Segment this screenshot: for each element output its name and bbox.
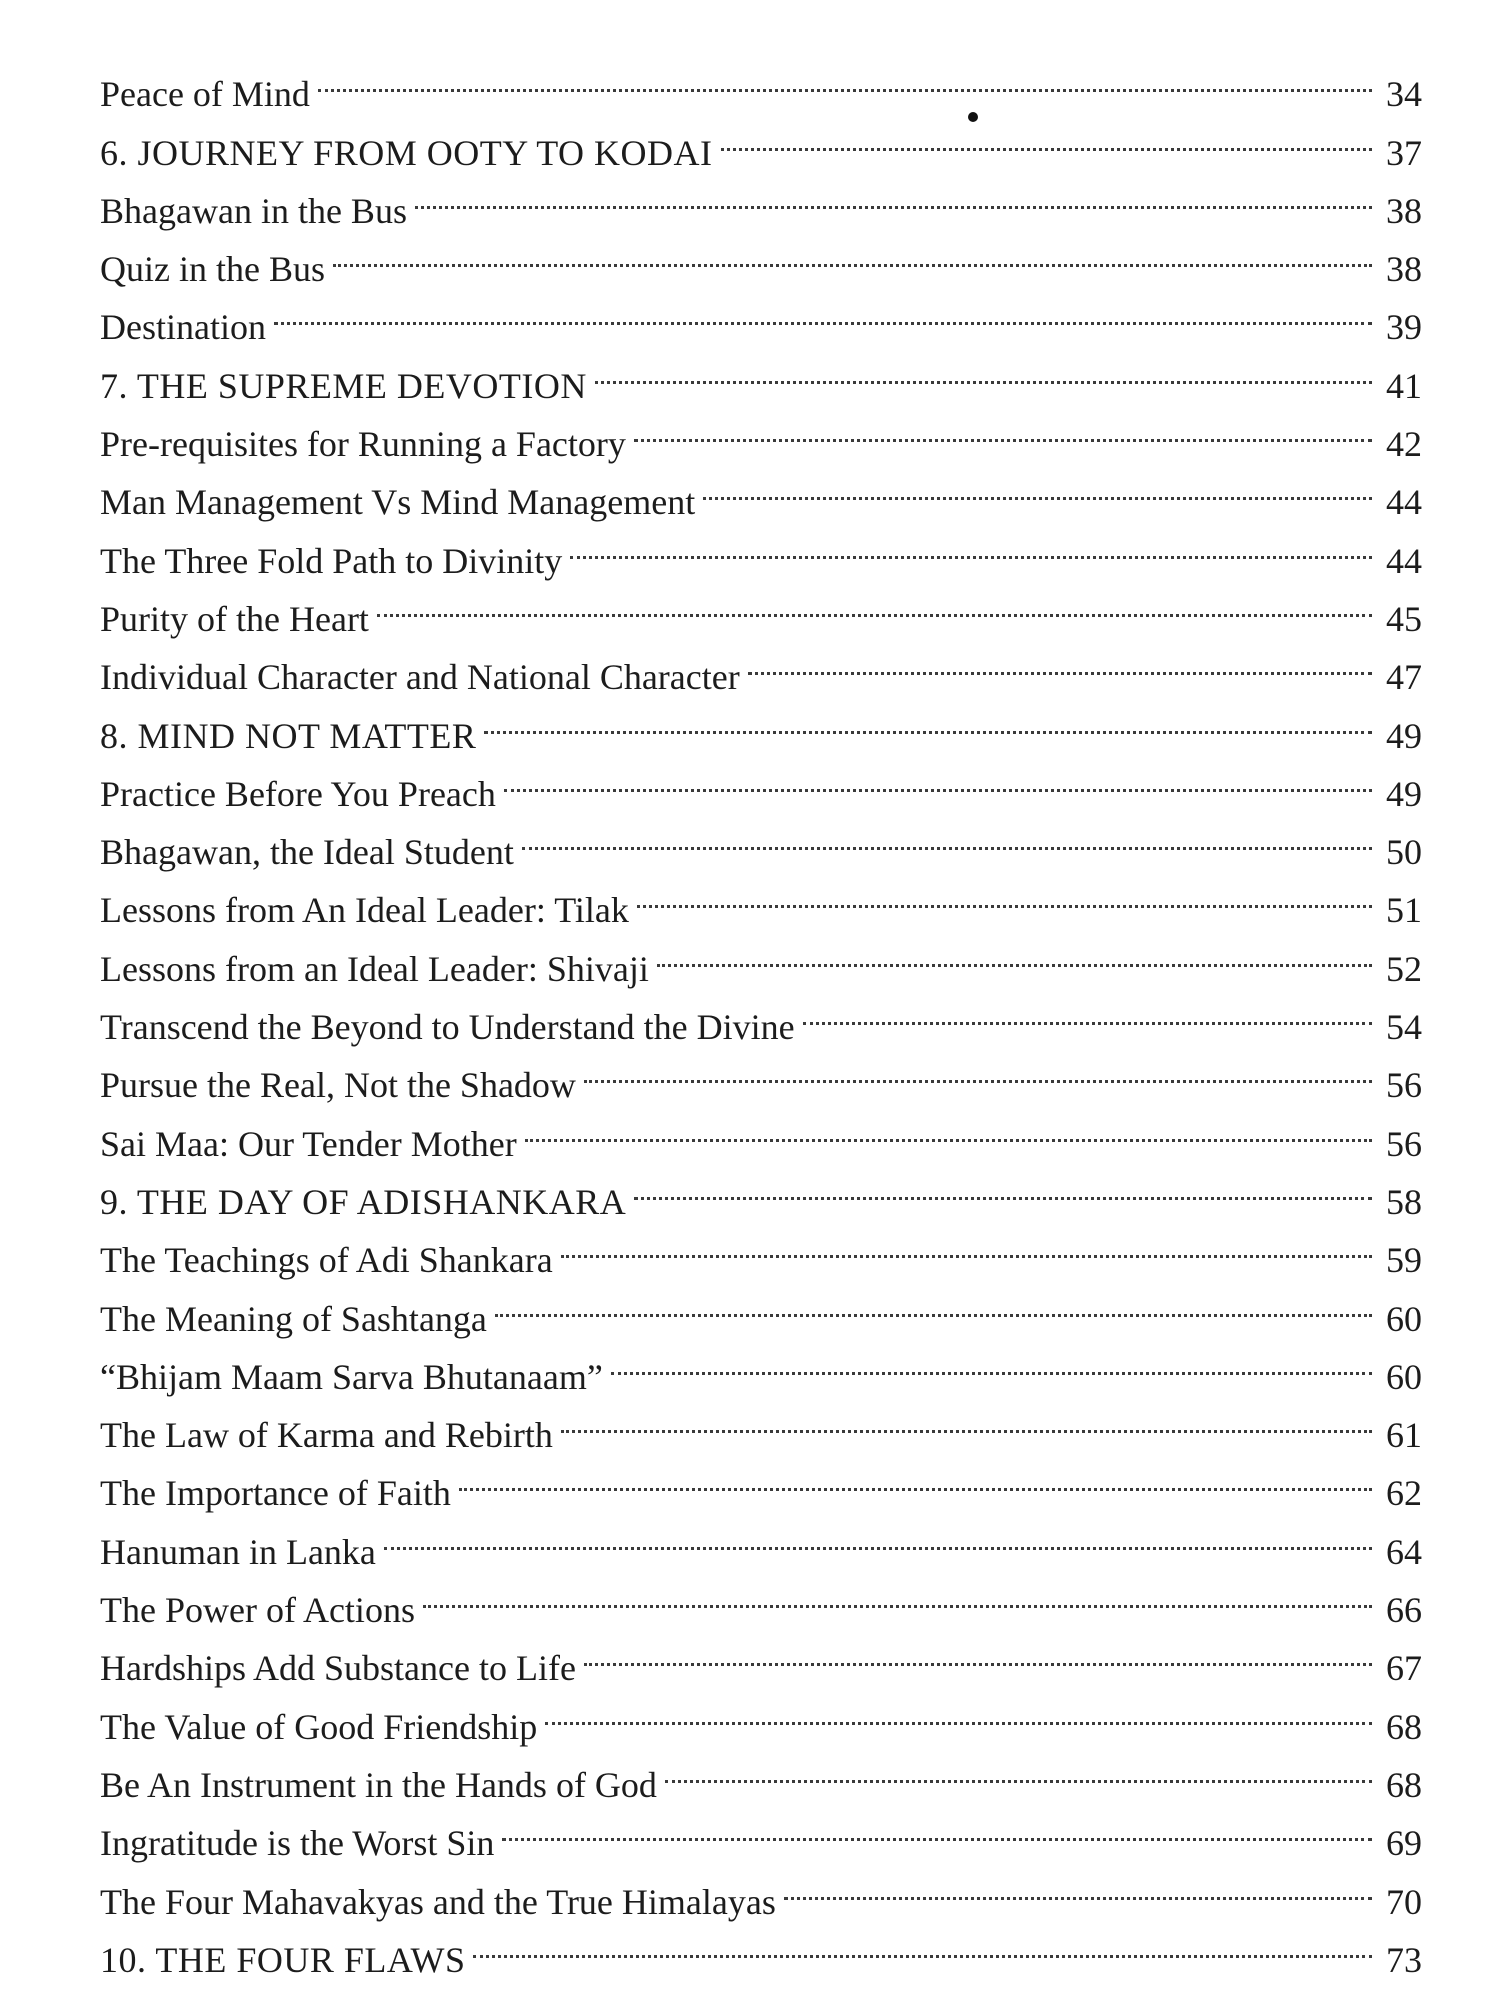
toc-entry-title: Sai Maa: Our Tender Mother xyxy=(100,1123,517,1164)
dot-leader xyxy=(545,1680,1372,1738)
toc-entry-page: 44 xyxy=(1386,540,1422,581)
toc-entry-title: Bhagawan, the Ideal Student xyxy=(100,832,514,873)
toc-entry-page: 49 xyxy=(1386,773,1422,814)
toc-entry-page: 64 xyxy=(1386,1531,1422,1572)
dot-leader xyxy=(423,1564,1372,1622)
dot-leader xyxy=(502,1797,1372,1855)
toc-entry-page: 56 xyxy=(1386,1123,1422,1164)
dot-leader xyxy=(525,1097,1372,1155)
toc-entry-page: 50 xyxy=(1386,832,1422,873)
toc-entry-title: Man Management Vs Mind Management xyxy=(100,482,696,523)
toc-entry xyxy=(100,281,1422,348)
toc-entry-page: 39 xyxy=(1386,307,1422,348)
toc-entry-page: 37 xyxy=(1386,132,1422,173)
toc-entry-title: Individual Character and National Character xyxy=(100,657,740,698)
dot-leader xyxy=(703,456,1372,514)
toc-entry-page: 45 xyxy=(1386,598,1422,639)
toc-entry-page: 49 xyxy=(1386,715,1422,756)
dot-leader xyxy=(803,981,1372,1039)
toc-entry-title: “Bhijam Maam Sarva Bhutanaam” xyxy=(100,1356,603,1397)
dot-leader xyxy=(415,165,1372,223)
dot-leader xyxy=(611,1331,1372,1389)
toc-entry-page: 69 xyxy=(1386,1823,1422,1864)
dot-leader xyxy=(495,1272,1372,1330)
toc-entry-title: Purity of the Heart xyxy=(100,598,369,639)
dot-leader xyxy=(274,281,1372,339)
ink-speck xyxy=(968,112,978,122)
toc-entry-title: Bhagawan in the Bus xyxy=(100,190,407,231)
dot-leader xyxy=(384,1505,1372,1563)
toc-chapter-title: 9. THE DAY OF ADISHANKARA xyxy=(100,1181,627,1222)
toc-chapter-title: 10. THE FOUR FLAWS xyxy=(100,1939,466,1980)
toc-entry-title: The Law of Karma and Rebirth xyxy=(100,1415,553,1456)
toc-entry-title: Hanuman in Lanka xyxy=(100,1531,376,1572)
dot-leader xyxy=(459,1447,1372,1505)
toc-entry-title: Ingratitude is the Worst Sin xyxy=(100,1823,495,1864)
toc-entry-page: 38 xyxy=(1386,249,1422,290)
toc-entry-page: 60 xyxy=(1386,1356,1422,1397)
dot-leader xyxy=(484,689,1372,747)
toc-entry-page: 61 xyxy=(1386,1415,1422,1456)
dot-leader xyxy=(584,1039,1372,1097)
toc-chapter-entry xyxy=(100,339,1422,406)
toc-entry-page: 59 xyxy=(1386,1240,1422,1281)
dot-leader xyxy=(377,573,1372,631)
toc-entry-title: Destination xyxy=(100,307,266,348)
toc-entry-title: The Importance of Faith xyxy=(100,1473,451,1514)
toc-entry-page: 58 xyxy=(1386,1181,1422,1222)
toc-entry-title: Peace of Mind xyxy=(100,74,310,115)
table-of-contents xyxy=(100,48,1422,1980)
dot-leader xyxy=(522,806,1372,864)
toc-entry-title: Lessons from An Ideal Leader: Tilak xyxy=(100,890,629,931)
toc-entry-title: The Teachings of Adi Shankara xyxy=(100,1240,553,1281)
dot-leader xyxy=(665,1739,1372,1797)
toc-entry-page: 51 xyxy=(1386,890,1422,931)
toc-entry-page: 70 xyxy=(1386,1881,1422,1922)
toc-entry-title: The Meaning of Sashtanga xyxy=(100,1298,487,1339)
dot-leader xyxy=(637,864,1372,922)
dot-leader xyxy=(657,922,1372,980)
toc-chapter-title: 6. JOURNEY FROM OOTY TO KODAI xyxy=(100,132,713,173)
toc-entry-title: Lessons from an Ideal Leader: Shivaji xyxy=(100,948,649,989)
toc-entry-title: The Power of Actions xyxy=(100,1590,415,1631)
dot-leader xyxy=(721,106,1372,164)
toc-entry-title: Practice Before You Preach xyxy=(100,773,496,814)
toc-entry-page: 68 xyxy=(1386,1764,1422,1805)
toc-entry-title: The Four Mahavakyas and the True Himalayas xyxy=(100,1881,776,1922)
dot-leader xyxy=(595,339,1372,397)
toc-entry-title: Hardships Add Substance to Life xyxy=(100,1648,576,1689)
toc-entry-title: Pursue the Real, Not the Shadow xyxy=(100,1065,576,1106)
dot-leader xyxy=(504,748,1372,806)
toc-entry-page: 42 xyxy=(1386,424,1422,465)
toc-entry-page: 67 xyxy=(1386,1648,1422,1689)
dot-leader xyxy=(784,1855,1372,1913)
toc-entry-title: The Value of Good Friendship xyxy=(100,1706,538,1747)
toc-entry-title: Transcend the Beyond to Understand the Divine xyxy=(100,1007,795,1048)
dot-leader xyxy=(634,398,1372,456)
dot-leader xyxy=(634,1156,1372,1214)
toc-entry-page: 62 xyxy=(1386,1473,1422,1514)
toc-entry-title: Quiz in the Bus xyxy=(100,249,325,290)
toc-entry-title: The Three Fold Path to Divinity xyxy=(100,540,563,581)
toc-entry-title: Pre-requisites for Running a Factory xyxy=(100,424,626,465)
toc-entry-page: 34 xyxy=(1386,74,1422,115)
toc-chapter-title: 8. MIND NOT MATTER xyxy=(100,715,477,756)
toc-entry-page: 66 xyxy=(1386,1590,1422,1631)
dot-leader xyxy=(333,223,1372,281)
dot-leader xyxy=(561,1214,1372,1272)
toc-entry-page: 68 xyxy=(1386,1706,1422,1747)
toc-entry-page: 54 xyxy=(1386,1007,1422,1048)
toc-entry-page: 52 xyxy=(1386,948,1422,989)
dot-leader xyxy=(570,514,1372,572)
dot-leader xyxy=(584,1622,1372,1680)
dot-leader xyxy=(748,631,1372,689)
toc-entry-page: 73 xyxy=(1386,1939,1422,1980)
toc-entry xyxy=(100,48,1422,115)
toc-entry-page: 44 xyxy=(1386,482,1422,523)
toc-chapter-title: 7. THE SUPREME DEVOTION xyxy=(100,365,587,406)
dot-leader xyxy=(473,1914,1372,1972)
toc-entry-title: Be An Instrument in the Hands of God xyxy=(100,1764,657,1805)
toc-entry-page: 56 xyxy=(1386,1065,1422,1106)
toc-entry-page: 60 xyxy=(1386,1298,1422,1339)
dot-leader xyxy=(561,1389,1372,1447)
toc-entry-page: 41 xyxy=(1386,365,1422,406)
dot-leader xyxy=(318,48,1372,106)
toc-entry-page: 38 xyxy=(1386,190,1422,231)
toc-entry-page: 47 xyxy=(1386,657,1422,698)
